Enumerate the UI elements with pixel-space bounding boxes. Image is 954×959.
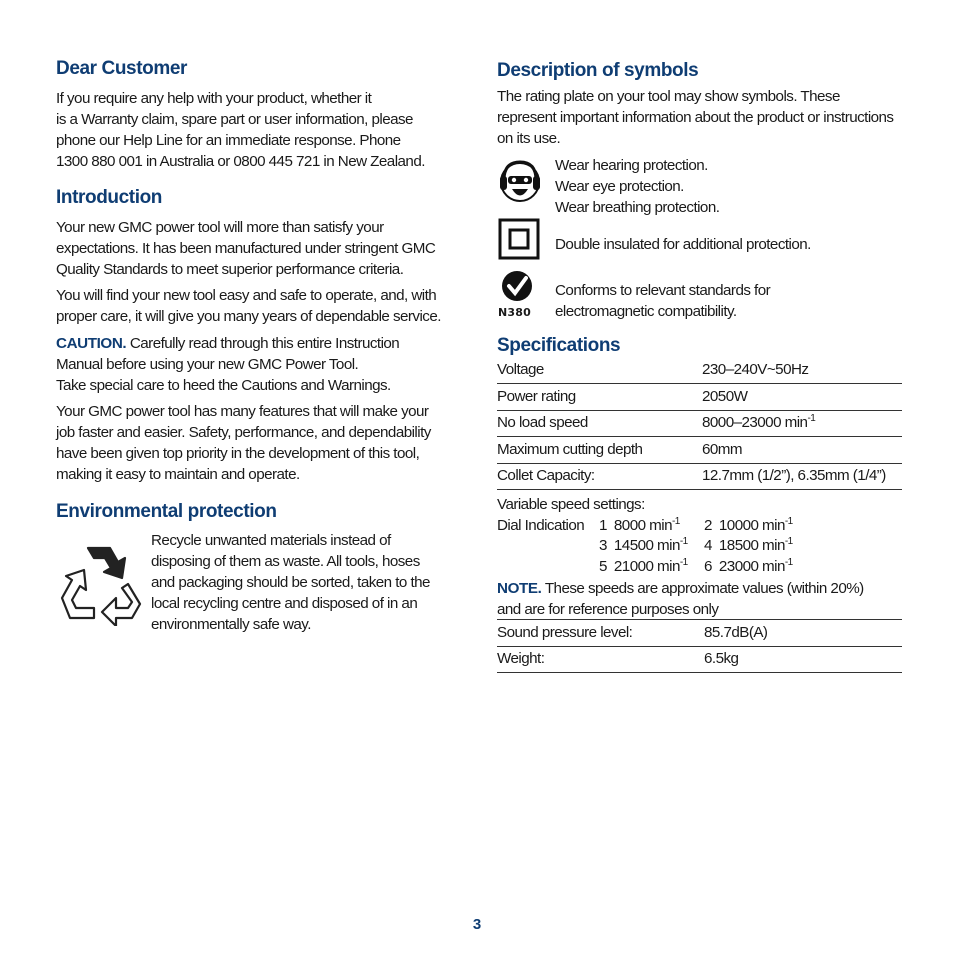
text-line: Take special care to heed the Cautions and Warnings.: [56, 377, 391, 394]
dial-number: 3: [599, 537, 607, 554]
unit-exponent: -1: [784, 557, 793, 568]
page-number: 3: [472, 916, 482, 933]
dial-number: 2: [704, 517, 712, 534]
note-first-line: [497, 578, 864, 599]
spec-row: [497, 437, 902, 464]
text-line: Wear breathing protection.: [555, 199, 720, 216]
introduction-heading: Introduction: [56, 187, 163, 208]
text-line: You will find your new tool easy and safe to operate, and, with: [56, 287, 437, 304]
spec-row: [497, 410, 902, 437]
speed-setting: [704, 537, 793, 554]
text-line: environmentally safe way.: [151, 616, 311, 633]
spec-label: Sound pressure level:: [497, 624, 633, 641]
text-line: Your GMC power tool has many features that will make your: [56, 403, 429, 420]
dial-number: 1: [599, 517, 607, 534]
symbols-intro: [497, 86, 893, 149]
caution-label: CAUTION.: [56, 335, 127, 352]
spec-value-text: 2050W: [702, 388, 748, 405]
dial-number: 6: [704, 558, 712, 575]
note-label: NOTE.: [497, 580, 542, 597]
text-line: Your new GMC power tool will more than satisfy your: [56, 219, 384, 236]
speed-value: 10000 min: [718, 517, 785, 534]
text-line: and packaging should be sorted, taken to the: [151, 574, 430, 591]
text-span: These speeds are approximate values (within 20%): [541, 580, 864, 597]
text-line: making it easy to maintain and operate.: [56, 466, 300, 483]
double-insulated-text: Double insulated for additional protection.: [555, 236, 811, 253]
introduction-para-2: [56, 285, 441, 327]
text-line: expectations. It has been manufactured under stringent GMC: [56, 240, 436, 257]
dial-number: 5: [599, 558, 607, 575]
unit-exponent: -1: [671, 516, 680, 527]
unit-exponent: -1: [807, 413, 816, 424]
speed-setting: [599, 537, 688, 554]
dear-customer-heading: Dear Customer: [56, 58, 188, 79]
specifications-heading: Specifications: [497, 335, 621, 356]
dear-customer-text: [56, 88, 425, 172]
spec-value-text: 230–240V~50Hz: [702, 361, 809, 378]
text-line: Wear hearing protection.: [555, 157, 708, 174]
spec-row: [497, 620, 902, 647]
text-line: electromagnetic compatibility.: [555, 303, 737, 320]
variable-speed-label: Variable speed settings:: [497, 496, 645, 513]
text-line: Manual before using your new GMC Power Tool.: [56, 356, 359, 373]
text-line: If you require any help with your product, whether it: [56, 90, 372, 107]
text-line: and are for reference purposes only: [497, 601, 719, 618]
spec-value: 6.5kg: [704, 650, 739, 667]
text-line: on its use.: [497, 130, 561, 147]
unit-exponent: -1: [679, 536, 688, 547]
spec-value: [702, 361, 808, 378]
spec-row: [497, 646, 902, 673]
ctick-text: [555, 280, 770, 322]
text-line: local recycling centre and disposed of in an: [151, 595, 418, 612]
c-tick-icon: [498, 270, 538, 309]
spec-value: [702, 388, 747, 405]
spec-value: [702, 414, 815, 431]
text-span: Carefully read through this entire Instruction: [126, 335, 400, 352]
double-insulated-icon: [498, 218, 540, 265]
spec-label: Collet Capacity:: [497, 467, 595, 484]
recycle-icon: [58, 540, 146, 631]
speed-setting: [599, 558, 688, 575]
unit-exponent: -1: [784, 516, 793, 527]
text-line: The rating plate on your tool may show symbols. These: [497, 88, 840, 105]
speed-value: 23000 min: [718, 558, 785, 575]
text-line: represent important information about the product or instructions: [497, 109, 894, 126]
spec-label: Weight:: [497, 650, 545, 667]
spec-row: [497, 384, 902, 411]
speed-value: 8000 min: [613, 517, 672, 534]
unit-exponent: -1: [679, 557, 688, 568]
speed-setting: [599, 517, 680, 534]
spec-value: 85.7dB(A): [704, 624, 768, 641]
spec-label: Maximum cutting depth: [497, 441, 643, 458]
spec-value: [702, 467, 886, 484]
speed-setting: [704, 517, 793, 534]
introduction-para-4: [56, 401, 431, 485]
text-line: Quality Standards to meet superior performance criteria.: [56, 261, 404, 278]
dial-number: 4: [704, 537, 712, 554]
spec-label: No load speed: [497, 414, 588, 431]
dial-indication-label: Dial Indication: [497, 517, 585, 534]
text-line: disposing of them as waste. All tools, hoses: [151, 553, 420, 570]
note-paragraph: [497, 578, 864, 620]
caution-first-line: [56, 333, 399, 354]
speed-value: 14500 min: [613, 537, 680, 554]
unit-exponent: -1: [784, 536, 793, 547]
speed-value: 21000 min: [613, 558, 680, 575]
text-line: 1300 880 001 in Australia or 0800 445 721 in New Zealand.: [56, 153, 425, 170]
spec-value-text: 8000–23000 min: [702, 414, 808, 431]
spec-value-text: 12.7mm (1/2”), 6.35mm (1/4”): [702, 467, 886, 484]
text-line: Conforms to relevant standards for: [555, 282, 771, 299]
speed-setting: [704, 558, 793, 575]
spec-label: Voltage: [497, 361, 544, 378]
environmental-text: [151, 530, 430, 635]
spec-value: [702, 441, 742, 458]
text-line: have been given top priority in the development of this tool,: [56, 445, 420, 462]
spec-label: Power rating: [497, 388, 576, 405]
text-line: job faster and easier. Safety, performance, and dependability: [56, 424, 431, 441]
text-line: Recycle unwanted materials instead of: [151, 532, 391, 549]
speed-value: 18500 min: [718, 537, 785, 554]
environmental-heading: Environmental protection: [56, 501, 277, 522]
protective-gear-icon: [498, 158, 542, 211]
spec-value-text: 60mm: [702, 441, 742, 458]
text-line: Wear eye protection.: [555, 178, 684, 195]
ctick-code: N380: [498, 306, 531, 319]
spec-row: [497, 463, 902, 490]
caution-paragraph: [56, 333, 399, 396]
text-line: phone our Help Line for an immediate response. Phone: [56, 132, 401, 149]
ppe-text: [555, 155, 719, 218]
spec-row: [497, 357, 902, 384]
introduction-para-1: [56, 217, 435, 280]
symbols-heading: Description of symbols: [497, 60, 699, 81]
text-line: proper care, it will give you many years of dependable service.: [56, 308, 441, 325]
text-line: is a Warranty claim, spare part or user information, please: [56, 111, 413, 128]
